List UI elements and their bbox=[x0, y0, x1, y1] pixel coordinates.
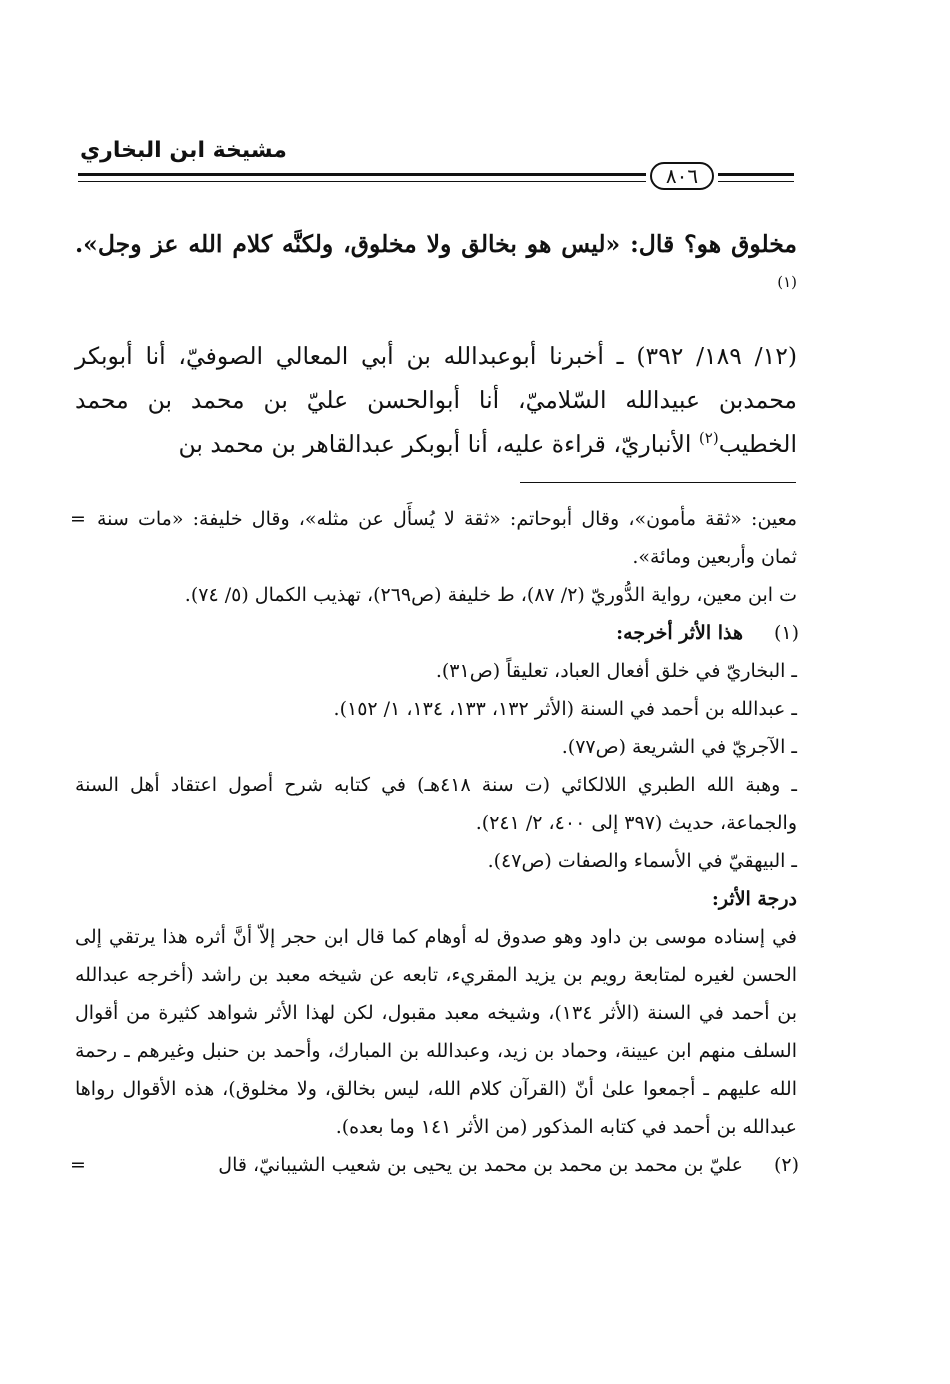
continuation-line-2: ت ابن معين، رواية الدُّوريّ (٢/ ٨٧)، ط خليفة (ص٢٦٩)، تهذيب الكمال (٥/ ٧٤). bbox=[184, 584, 797, 606]
body-paragraph-2 bbox=[75, 334, 797, 466]
footnote-ref-2: (٢) bbox=[698, 429, 719, 448]
footnote-1-item: ـ وهبة الله الطبري اللالكائي (ت سنة ٤١٨هـ) في كتابه شرح أصول اعتقاد أهل السنة والجماعة، حديث (٣٩٧ إلى ٤٠٠، ٢/ ٢٤١). bbox=[75, 774, 797, 834]
header-rule-left bbox=[78, 173, 646, 182]
continuation-mark: = bbox=[70, 508, 86, 530]
footnote-1-number: (١) bbox=[773, 622, 799, 644]
continuation-line-1: معين: «ثقة مأمون»، وقال أبوحاتم: «ثقة لا يُسأَل عن مثله»، وقال خليفة: «مات سنة ثمان وأربعين ومائة». bbox=[97, 508, 797, 568]
footnote-2-text: عليّ بن محمد بن محمد بن محمد بن يحيى بن شعيب الشيبانيّ، قال bbox=[218, 1154, 743, 1176]
footnote-2-number: (٢) bbox=[773, 1154, 799, 1176]
footnote-2 bbox=[70, 1146, 799, 1184]
footnote-1 bbox=[75, 614, 797, 1146]
footnotes-section bbox=[70, 500, 799, 1184]
body-paragraph-1-text: مخلوق هو؟ قال: «ليس هو بخالق ولا مخلوق، ولكنَّه كلام الله عز وجل». bbox=[75, 230, 797, 258]
footnote-ref-1: (١) bbox=[777, 273, 797, 292]
header-rule-right bbox=[718, 173, 794, 182]
body-paragraph-1 bbox=[75, 222, 797, 310]
footnote-2-continues-mark: = bbox=[70, 1154, 86, 1176]
footnote-1-grade-text: في إسناده موسى بن داود وهو صدوق له أوهام كما قال ابن حجر إلاّ أنَّ أثره هذا يرتقي إلى الحسن لغيره لمتابعة رويم بن يزيد المقريء، تابعه عن شيخه معبد بن راشد (أخرجه عبدالله بن أحمد في السنة (الأثر ١٣٤)، وشيخه معبد مقبول، لكن لهذا الأثر شواهد كثيرة من أقوال السلف منهم ابن عيينة، وحماد بن زيد، وعبدالله بن المبارك، وأحمد بن حنبل وغيرهم ـ رحمة الله عليهم ـ أجمعوا علىٰ أنّ (القرآن كلام الله، ليس بخالق، ولا مخلوق)، هذه الأقوال رواها عبدالله بن أحمد في كتابه المذكور (من الأثر ١٤١ وما بعده). bbox=[75, 926, 797, 1138]
footnote-continuation bbox=[70, 500, 797, 614]
footnote-1-grade-heading: درجة الأثر: bbox=[711, 888, 797, 910]
body-paragraph-2-text-b: الأنباريّ، قراءة عليه، أنا أبوبكر عبدالقاهر بن محمد بن bbox=[178, 430, 699, 458]
footnote-1-item: ـ عبدالله بن أحمد في السنة (الأثر ١٣٢، ١٣٣، ١٣٤، ١/ ١٥٢). bbox=[333, 698, 797, 720]
footnote-1-item: ـ البخاريّ في خلق أفعال العباد، تعليقاً (ص٣١). bbox=[435, 660, 797, 682]
footnote-separator bbox=[520, 482, 796, 483]
footnote-1-item: ـ البيهقيّ في الأسماء والصفات (ص٤٧). bbox=[487, 850, 797, 872]
running-header-title: مشيخة ابن البخاري bbox=[80, 138, 287, 163]
footnote-1-item: ـ الآجريّ في الشريعة (ص٧٧). bbox=[561, 736, 797, 758]
footnote-1-heading: هذا الأثر أخرجه: bbox=[616, 622, 743, 644]
page-number: ٨٠٦ bbox=[650, 162, 714, 190]
body-paragraph-2-text-a: (١٢/ ١٨٩/ ٣٩٢) ـ أخبرنا أبوعبدالله بن أبي المعالي الصوفيّ، أنا أبوبكر محمدبن عبيدالله السّلاميّ، أنا أبوالحسن عليّ بن محمد بن محمد الخطيب bbox=[75, 342, 798, 458]
